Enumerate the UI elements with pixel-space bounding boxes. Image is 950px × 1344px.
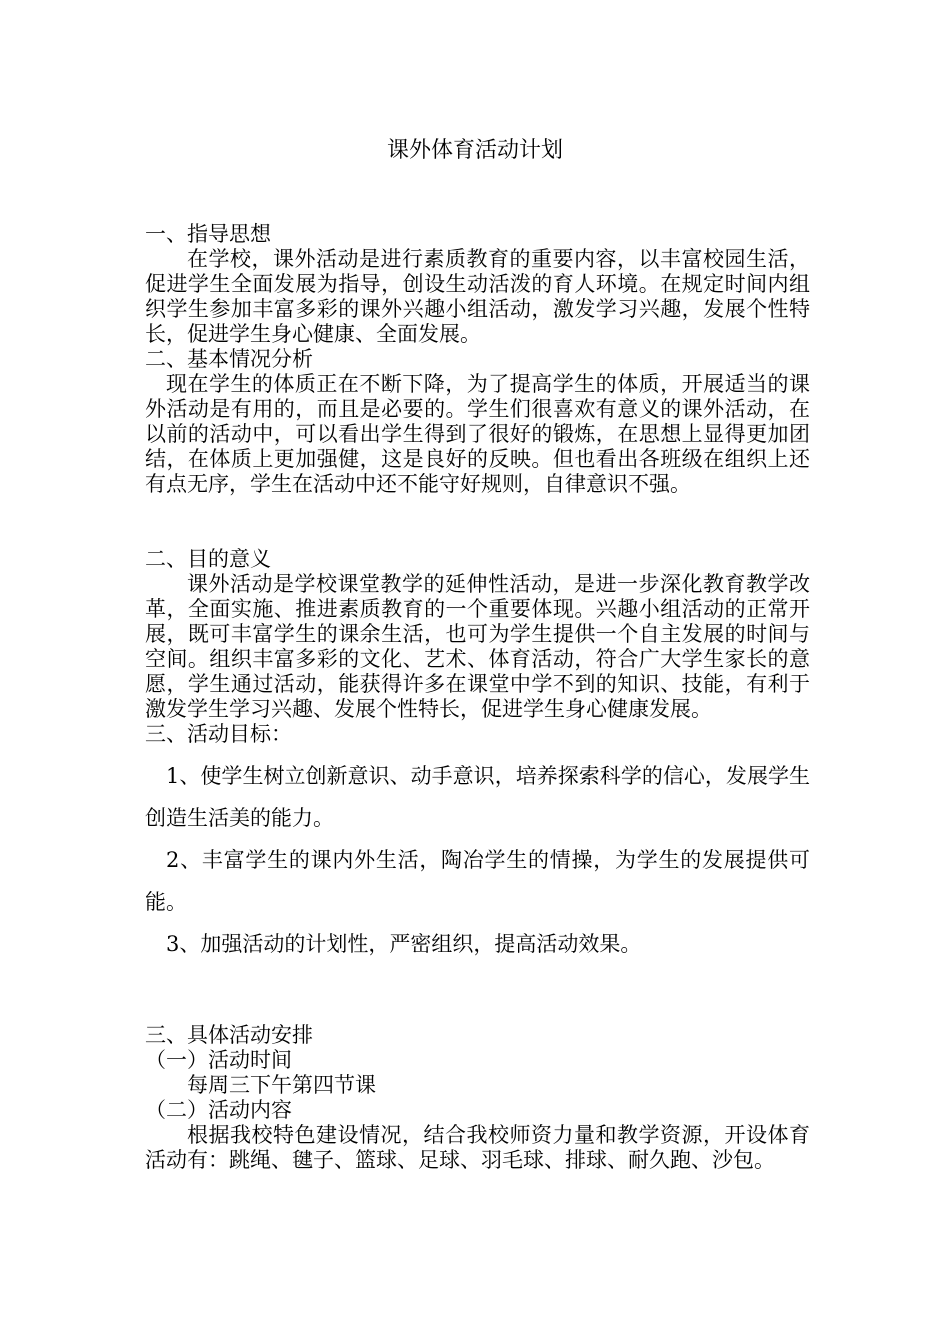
section-text-guiding: 在学校，课外活动是进行素质教育的重要内容，以丰富校园生活，促进学生全面发展为指导，创设生动活泼的育人环境。在规定时间内组织学生参加丰富多彩的课外兴趣小组活动，激发学习兴趣，发展个性特长，促进学生身心健康、全面发展。 — [145, 247, 810, 346]
subheading-content: （二）活动内容 — [145, 1098, 292, 1122]
blank-gap — [145, 1015, 810, 1023]
blank-gap — [145, 747, 810, 755]
section-heading-arrangement: 三、具体活动安排 — [145, 1023, 313, 1047]
page-title: 课外体育活动计划 — [386, 138, 563, 163]
section-heading-guiding: 一、指导思想 — [145, 222, 271, 246]
goal-item-1: 1、使学生树立创新意识、动手意识，培养探索科学的信心，发展学生创造生活美的能力。 — [145, 764, 810, 830]
goal-item-3: 3、加强活动的计划性，严密组织，提高活动效果。 — [166, 932, 642, 956]
blank-gap — [145, 965, 810, 1015]
section-heading-goals: 三、活动目标： — [145, 722, 292, 746]
document-body — [145, 222, 810, 1173]
blank-gap — [145, 497, 810, 547]
goal-item-2: 2、丰富学生的课内外生活，陶冶学生的情操，为学生的发展提供可能。 — [145, 848, 810, 914]
section-heading-purpose: 二、目的意义 — [145, 547, 271, 571]
time-text: 每周三下午第四节课 — [187, 1073, 376, 1097]
section-text-purpose: 课外活动是学校课堂教学的延伸性活动，是进一步深化教育教学改革，全面实施、推进素质教育的一个重要体现。兴趣小组活动的正常开展，既可丰富学生的课余生活，也可为学生提供一个自主发展的时间与空间。组织丰富多彩的文化、艺术、体育活动，符合广大学生家长的意愿，学生通过活动，能获得许多在课堂中学不到的知识、技能，有利于激发学生学习兴趣、发展个性特长，促进学生身心健康发展。 — [145, 572, 810, 721]
subheading-time: （一）活动时间 — [145, 1048, 292, 1072]
section-text-analysis: 现在学生的体质正在不断下降，为了提高学生的体质，开展适当的课外活动是有用的，而且是必要的。学生们很喜欢有意义的课外活动，在以前的活动中，可以看出学生得到了很好的锻炼，在思想上显得更加团结，在体质上更加强健，这是良好的反映。但也看出各班级在组织上还有点无序，学生在活动中还不能守好规则，自律意识不强。 — [145, 372, 810, 496]
section-heading-analysis: 二、基本情况分析 — [145, 347, 313, 371]
content-text: 根据我校特色建设情况，结合我校师资力量和教学资源，开设体育活动有：跳绳、毽子、篮球、足球、羽毛球、排球、耐久跑、沙包。 — [145, 1123, 810, 1172]
